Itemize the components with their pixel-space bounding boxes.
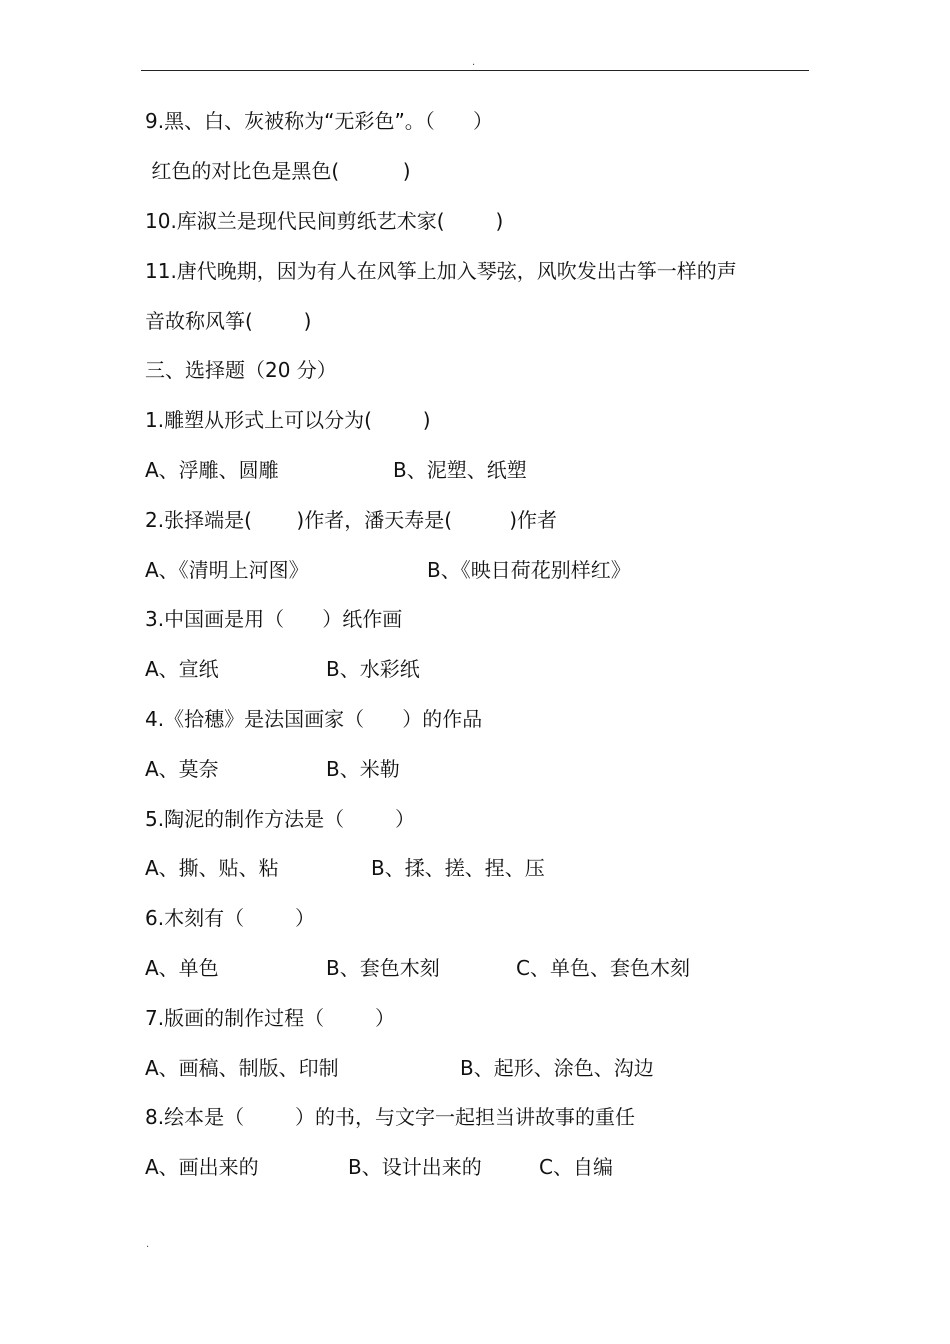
choice-7-options xyxy=(145,1054,809,1082)
section-heading-multiple-choice: 三、选择题（20 分） xyxy=(145,358,337,382)
choice-8-options xyxy=(145,1153,809,1181)
choice-question-6: 6.木刻有（ ） xyxy=(145,906,315,930)
option-a: A、画稿、制版、印制 xyxy=(145,1056,339,1080)
option-b: B、设计出来的 xyxy=(348,1155,482,1179)
option-a: A、撕、贴、粘 xyxy=(145,856,279,880)
choice-question-3: 3.中国画是用（ ）纸作画 xyxy=(145,607,403,631)
option-b: B、《映日荷花别样红》 xyxy=(427,558,631,582)
question-11-kite-line1: 11.唐代晚期，因为有人在风筝上加入琴弦，风吹发出古筝一样的声 xyxy=(145,259,737,283)
footer-marker: . xyxy=(146,1239,150,1250)
choice-question-2: 2.张择端是( )作者，潘天寿是( )作者 xyxy=(145,508,558,532)
question-11-kite-line2: 音故称风筝( ) xyxy=(145,309,312,333)
option-c: C、单色、套色木刻 xyxy=(516,956,690,980)
choice-5-options xyxy=(145,854,809,882)
header-marker: . xyxy=(472,57,476,68)
option-b: B、水彩纸 xyxy=(326,657,420,681)
option-b: B、揉、搓、捏、压 xyxy=(371,856,545,880)
choice-question-7: 7.版画的制作过程（ ） xyxy=(145,1006,395,1030)
choice-question-5: 5.陶泥的制作方法是（ ） xyxy=(145,807,415,831)
choice-3-options xyxy=(145,655,809,683)
option-b: B、米勒 xyxy=(326,757,400,781)
question-10-kushulan: 10.库淑兰是现代民间剪纸艺术家( ) xyxy=(145,209,504,233)
header-rule xyxy=(141,70,809,71)
choice-4-options xyxy=(145,755,809,783)
option-a: A、宣纸 xyxy=(145,657,219,681)
option-b: B、套色木刻 xyxy=(326,956,440,980)
option-a: A、画出来的 xyxy=(145,1155,259,1179)
question-complementary-color: 红色的对比色是黑色( ) xyxy=(145,159,411,183)
option-a: A、浮雕、圆雕 xyxy=(145,458,279,482)
choice-1-options xyxy=(145,456,809,484)
option-c: C、自编 xyxy=(539,1155,613,1179)
option-a: A、莫奈 xyxy=(145,757,219,781)
choice-question-8: 8.绘本是（ ）的书，与文字一起担当讲故事的重任 xyxy=(145,1105,635,1129)
choice-6-options xyxy=(145,954,809,982)
question-9-true-false: 9.黑、白、灰被称为“无彩色”。（ ） xyxy=(145,109,493,133)
choice-2-options xyxy=(145,556,809,584)
option-a: A、单色 xyxy=(145,956,219,980)
choice-question-4: 4.《拾穗》是法国画家（ ）的作品 xyxy=(145,707,483,731)
option-a: A、《清明上河图》 xyxy=(145,558,309,582)
choice-question-1: 1.雕塑从形式上可以分为( ) xyxy=(145,408,431,432)
option-b: B、起形、涂色、沟边 xyxy=(460,1056,654,1080)
option-b: B、泥塑、纸塑 xyxy=(393,458,527,482)
